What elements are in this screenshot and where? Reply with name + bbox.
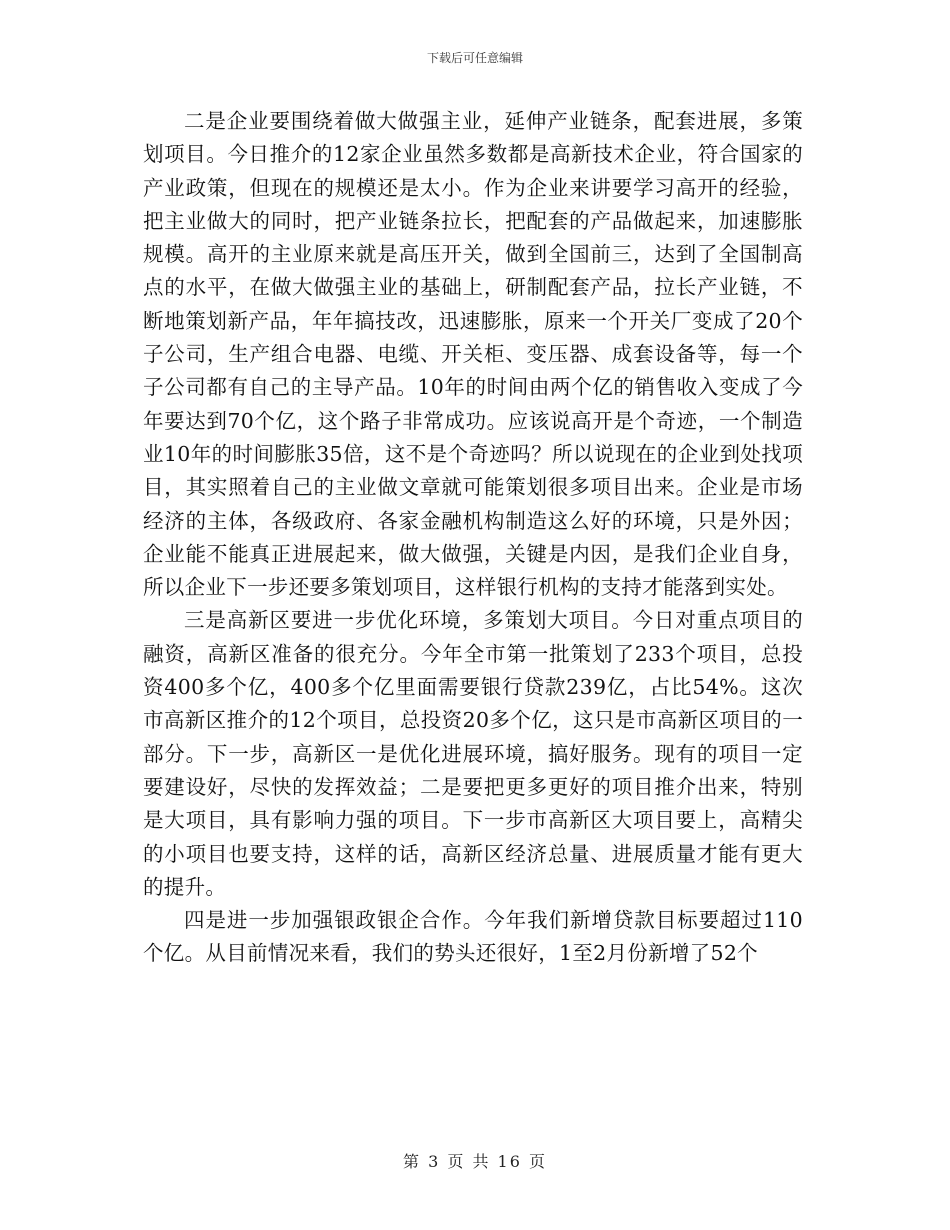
document-body <box>143 105 803 971</box>
paragraph-2: 二是企业要围绕着做大做强主业，延伸产业链条，配套进展，多策划项目。今日推介的12家企业虽然多数都是高新技术企业，符合国家的产业政策，但现在的规模还是太小。作为企业来讲要学习高开的经验，把主业做大的同时，把产业链条拉长，把配套的产品做起来，加速膨胀规模。高开的主业原来就是高压开关，做到全国前三，达到了全国制高点的水平，在做大做强主业的基础上，研制配套产品，拉长产业链，不断地策划新产品，年年搞技改，迅速膨胀，原来一个开关厂变成了20个子公司，生产组合电器、电缆、开关柜、变压器、成套设备等，每一个子公司都有自己的主导产品。10年的时间由两个亿的销售收入变成了今年要达到70个亿，这个路子非常成功。应该说高开是个奇迹，一个制造业10年的时间膨胀35倍，这不是个奇迹吗？所以说现在的企业到处找项目，其实照着自己的主业做文章就可能策划很多项目出来。企业是市场经济的主体，各级政府、各家金融机构制造这么好的环境，只是外因；企业能不能真正进展起来，做大做强，关键是内因，是我们企业自身，所以企业下一步还要多策划项目，这样银行机构的支持才能落到实处。 <box>143 109 803 600</box>
page-footer: 第 3 页 共 16 页 <box>403 1152 547 1171</box>
page-header: 下载后可任意编辑 <box>426 51 523 65</box>
paragraph-3: 三是高新区要进一步优化环境，多策划大项目。今日对重点项目的融资，高新区准备的很充分。今年全市第一批策划了233个项目，总投资400多个亿，400多个亿里面需要银行贷款239亿，占比54%。这次市高新区推介的12个项目，总投资20多个亿，这只是市高新区项目的一部分。下一步，高新区一是优化进展环境，搞好服务。现有的项目一定要建设好，尽快的发挥效益；二是要把更多更好的项目推介出来，特别是大项目，具有影响力强的项目。下一步市高新区大项目要上，高精尖的小项目也要支持，这样的话，高新区经济总量、进展质量才能有更大的提升。 <box>143 608 803 899</box>
paragraph-4: 四是进一步加强银政银企合作。今年我们新增贷款目标要超过110个亿。从目前情况来看，我们的势头还很好，1至2月份新增了52个 <box>143 908 803 966</box>
